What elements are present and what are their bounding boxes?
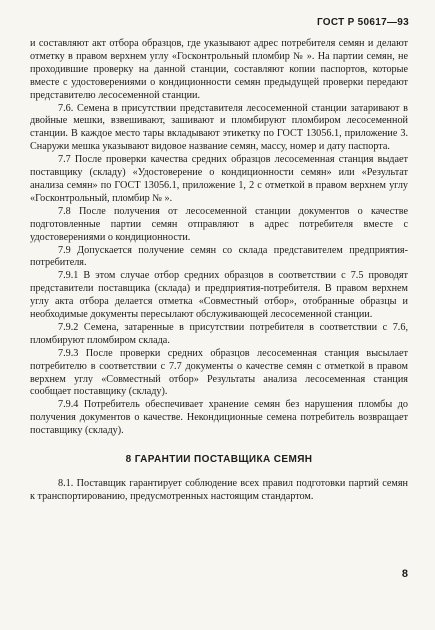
paragraph-continuation: и составляют акт отбора образцов, где указывают адрес потребителя семян и делают отметку в правом верхнем углу «Госконтрольный пломбир № ». На партии семян, не проходившие проверку на данной станции, составляют копии паспортов, которые вместе с удостоверениями о кондиционности семян предыдущей проверки передают представителю лесосеменной станции. xyxy=(30,38,408,101)
paragraph-7-6: 7.6. Семена в присутствии представителя лесосеменной станции затаривают в двойные мешки, взвешивают, зашивают и пломбируют пломбиром лесосеменной станции. В каждое место тары вкладывают этикетку по ГОСТ 13056.1, приложение 3. Снаружи мешка указывают видовое название семян, массу, номер и дату паспорта. xyxy=(30,102,408,153)
section-title: 8 ГАРАНТИИ ПОСТАВЩИКА СЕМЯН xyxy=(125,454,313,466)
paragraph-8-1: 8.1. Поставщик гарантирует соблюдение всех правил подготовки партий семян к транспортированию, предусмотренных настоящим стандартом. xyxy=(30,478,408,502)
paragraph-7-7: 7.7 После проверки качества средних образцов лесосеменная станция выдает поставщику (складу) «Удостоверение о кондиционности семян» или «Результат анализа семян» по ГОСТ 13056.1, приложение 1, 2 с отметкой в правом верхнем углу «Госконтрольный, пломбир № ». xyxy=(30,154,408,204)
paragraph-7-9-1: 7.9.1 В этом случае отбор средних образцов в соответствии с 7.5 проводят представители поставщика (склада) и предприятия-потребителя. В правом верхнем углу акта отбора делается отметка «Совместный отбор», отобранные образцы и необходимые документы пересылают обслуживающей лесосеменной станции. xyxy=(30,270,408,321)
paragraph-7-9-4: 7.9.4 Потребитель обеспечивает хранение семян без нарушения пломбы до получения документов о качестве. Некондиционные семена потребитель возвращает поставщику (складу). xyxy=(30,399,408,437)
paragraph-7-9-3: 7.9.3 После проверки средних образцов лесосеменная станция высылает потребителю в соответствии с 7.7 документы о качестве семян с отметкой в правом верхнем углу «Совместный отбор» Результаты анализа лесосеменная станция сообщает поставщику (складу). xyxy=(30,347,408,398)
paragraph-7-8: 7.8 После получения от лесосеменной станции документов о качестве подготовленные партии семян отправляют в адрес потребителя вместе с удостоверениями о кондиционности. xyxy=(30,205,408,243)
document-body xyxy=(30,38,408,504)
paragraph-7-9: 7.9 Допускается получение семян со склада представителем предприятия-потребителя. xyxy=(30,244,408,269)
page-number: 8 xyxy=(401,568,408,580)
paragraph-7-9-2: 7.9.2 Семена, затаренные в присутствии потребителя в соответствии с 7.6, пломбируют пломбиром склада. xyxy=(30,321,408,346)
standard-code-header: ГОСТ Р 50617—93 xyxy=(316,17,409,28)
